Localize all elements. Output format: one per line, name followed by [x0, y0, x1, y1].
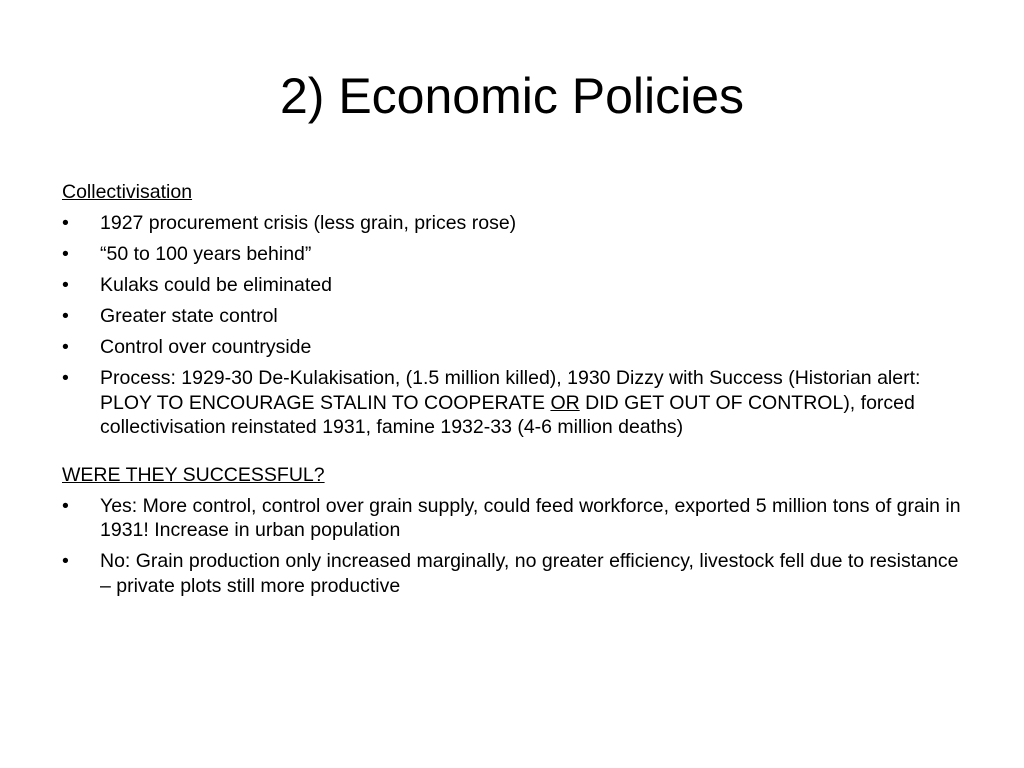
slide-body [62, 180, 967, 605]
bullet-icon: • [62, 305, 69, 327]
list-item [62, 335, 967, 360]
slide-title: 2) Economic Policies [279, 68, 745, 124]
bullet-icon: • [62, 274, 69, 296]
bullet-icon: • [62, 243, 69, 265]
list-item [62, 549, 967, 598]
list-item-text: Greater state control [100, 305, 278, 327]
collectivisation-list [62, 211, 967, 440]
list-item [62, 494, 967, 543]
list-item-text: No: Grain production only increased marginally, no greater efficiency, livestock fell due to resistance – private plots still more productive [100, 550, 959, 597]
list-item-text: 1927 procurement crisis (less grain, prices rose) [100, 212, 517, 234]
bullet-icon: • [62, 494, 69, 517]
list-item-text: Control over countryside [100, 336, 312, 358]
list-item-text [100, 367, 920, 438]
list-item-text: “50 to 100 years behind” [100, 243, 312, 265]
list-item [62, 242, 967, 267]
list-item-text: Kulaks could be eliminated [100, 274, 332, 296]
process-text-after: DID GET OUT OF CONTROL), forced collectivisation reinstated 1931, famine 1932-33 (4-6 million deaths) [100, 391, 915, 438]
bullet-icon: • [62, 336, 69, 358]
bullet-icon: • [62, 367, 69, 389]
list-item-process [62, 366, 967, 440]
list-item-text: Yes: More control, control over grain supply, could feed workforce, exported 5 million tons of grain in 1931! Increase in urban population [100, 494, 961, 541]
bullet-icon: • [62, 212, 69, 234]
section-heading-successful: WERE THEY SUCCESSFUL? [62, 463, 325, 486]
list-item [62, 211, 967, 236]
process-text-underlined: OR [550, 391, 580, 414]
bullet-icon: • [62, 550, 69, 572]
section-heading-collectivisation: Collectivisation [62, 181, 193, 203]
list-item [62, 304, 967, 329]
process-text-before: Process: 1929-30 De-Kulakisation, (1.5 million killed), 1930 Dizzy with Success (Historian alert: PLOY TO ENCOURAGE STALIN TO COOPERATE [100, 367, 921, 414]
success-list [62, 494, 967, 599]
list-item [62, 273, 967, 298]
